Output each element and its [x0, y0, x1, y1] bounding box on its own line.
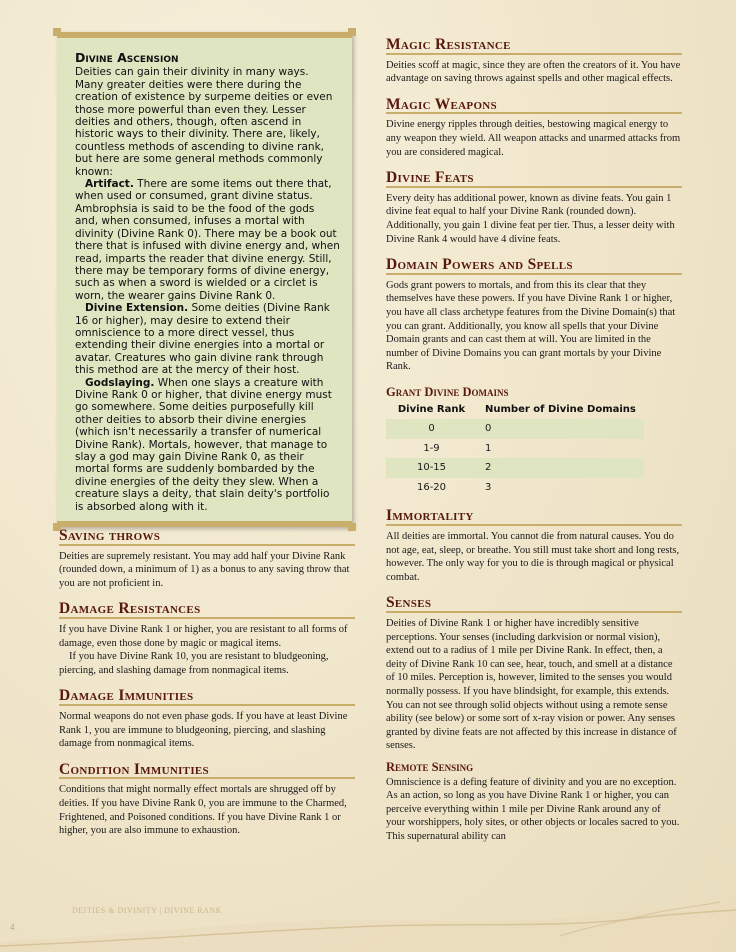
domain-powers-text: Gods grant powers to mortals, and from this its clear that they themselves have these powers. If you have Divine Rank 1 or higher, you have all class archetype features from the Divine Domain(s) that you can grant. Additionally, you know all spells that your Divine Domain grants and can cast them at will. You are limited in the number of Divine Domains you can grant mortals by your Divine Rank.: [386, 279, 676, 373]
heading-condition-immunities: Condition Immunities: [59, 763, 355, 780]
table-cell: 2: [477, 458, 644, 478]
sidebar-item-godslaying: [75, 377, 340, 513]
table-cell: 10-15: [386, 458, 477, 478]
heading-magic-weapons: Magic Weapons: [386, 98, 682, 115]
grant-domains-table: [386, 401, 644, 497]
sidebar-item-divine-extension: [75, 302, 340, 376]
item-name: Godslaying.: [85, 376, 155, 389]
heading-domain-powers: Domain Powers and Spells: [386, 258, 682, 275]
item-text: There are some items out there that, when used or consumed, grant divine status. Ambrophsia is said to be the food of the gods and, when consumed, infuses a mortal with divinity (Divine Rank 0). There may be a book out there that is infused with divine energy and, when read, imparts the reader that divine energy. Still, there may be temporary forms of divine energy, such as when a sword is wielded or a circlet is worn, the wearer gains Divine Rank 0.: [75, 178, 340, 302]
table-header-row: [386, 401, 644, 419]
table-row: [386, 419, 644, 439]
table-cell: 0: [477, 419, 644, 439]
item-name: Divine Extension.: [85, 302, 189, 315]
left-column: [59, 529, 355, 838]
divine-feats-text: Every deity has additional power, known as divine feats. You gain 1 divine feat equal to half your Divine Rank (rounded down). Additionally, you gain 1 divine feat per tier. Thus, a lesser deity with Divine Rank 4 would have 4 divine feats.: [386, 192, 675, 245]
magic-resistance-text: Deities scoff at magic, since they are often the creators of it. You have advantage on saving throws against spells and other magical effects.: [386, 59, 681, 85]
table-cell: 1-9: [423, 442, 440, 454]
heading-saving-throws: Saving throws: [59, 529, 355, 546]
heading-damage-immunities: Damage Immunities: [59, 689, 355, 706]
table-row: [386, 478, 644, 498]
heading-immortality: Immortality: [386, 509, 682, 526]
item-text: Some deities (Divine Rank 16 or higher), may desire to extend their omniscience to a more direct vessel, thus extending their divine energies into a mortal or avatar. Creatures who gain divine rank through this method are at the mercy of their host.: [75, 302, 330, 377]
sidebar-title: Divine Ascension: [75, 50, 179, 65]
condition-immunities-text: Conditions that might normally effect mortals are shrugged off by deities. If you have Divine Rank 0, you are immune to the Charmed, Frightened, and Poisoned conditions. If you have Divine Rank 1 or higher, you are also immune to exhaustion.: [59, 784, 347, 837]
item-text: When one slays a creature with Divine Rank 0 or higher, that divine energy must go somewhere. Some deities purposefully kill other deities to absorb their divine energies (which isn't necessarily a transfer of numerical Divine Rank). Mortals, however, that manage to slay a god may gain Divine Rank 0, as their mortal forms are suddenly bombarded by the divine energies of the deity they slew. When a creature slays a deity, that slain deity's portfolio is absorbed along with it.: [75, 376, 332, 513]
heading-divine-feats: Divine Feats: [386, 171, 682, 188]
sidebar-item-artifact: [75, 178, 340, 302]
footer-ornament: [0, 896, 736, 952]
saving-throws-text: Deities are supremely resistant. You may add half your Divine Rank (rounded down, a minimum of 1) as a bonus to any saving throw that you are not proficient in.: [59, 550, 350, 589]
remote-sensing-text: Omniscience is a defing feature of divinity and you are no exception. As an action, so long as you have Divine Rank 1 or higher, you can perceive everything within 1 mile per Divine Rank around any of your worshippers, holy sites, or other objects or locales sacred to you. This supernatural ability can: [386, 776, 680, 842]
table-cell: 1: [485, 442, 492, 454]
table-cell: 16-20: [416, 481, 447, 493]
item-name: Artifact.: [85, 178, 134, 191]
sidebar-intro: Deities can gain their divinity in many ways. Many greater deities were there during the creation of existence by surpeme deities or even those more powerful than even they. Lesser deities and others, though, often ascend in historic ways to their divinity. There are, likely, countless methods of ascending to divine rank, but here are some general methods commonly known:: [75, 66, 333, 178]
table-title: Grant Divine Domains: [386, 384, 509, 399]
sidebar-note: [57, 32, 352, 527]
heading-senses: Senses: [386, 596, 682, 613]
damage-resistances-text: If you have Divine Rank 1 or higher, you are resistant to all forms of damage, even those done by magic or magical items.: [59, 623, 348, 649]
corner-ornament: [53, 28, 61, 36]
running-footer: DEITIES & DIVINITY | DIVINE RANK: [72, 906, 222, 915]
senses-text: Deities of Divine Rank 1 or higher have incredibly sensitive perceptions. Your senses (including darkvision or normal vision), extend out to a radius of 1 mile per Divine Rank. In effect, then, a deity of Divine Rank 10 can see, hear, touch, and smell at a distance of 10 miles. Perception is, however, limited to the senses you would normally possess. If you have blindsight, for example, this extends. You can not see through solid objects without using a remote sense ability (see below) or some sort of x-ray vision or power. Any senses granted by divine feats are not affected by this increase in distance of senses.: [386, 618, 677, 752]
heading-damage-resistances: Damage Resistances: [59, 602, 355, 619]
right-column: [386, 38, 682, 844]
table-cell: 3: [485, 481, 492, 493]
damage-resistances-text-2: If you have Divine Rank 10, you are resistant to bludgeoning, piercing, and slashing damage from nonmagical items.: [59, 651, 329, 676]
table-cell: 0: [386, 419, 477, 439]
immortality-text: All deities are immortal. You cannot die from natural causes. You do not age, eat, sleep, or breathe. You still must take short and long rests, however. The only way for you to die is through magical or physical combat.: [386, 531, 680, 583]
table-row: [386, 458, 644, 478]
page-number: 4: [10, 922, 15, 932]
corner-ornament: [348, 28, 356, 36]
table-header: Divine Rank: [397, 404, 466, 416]
table-header: Number of Divine Domains: [485, 404, 636, 416]
table-row: [386, 439, 644, 459]
magic-weapons-text: Divine energy ripples through deities, bestowing magical energy to any weapon they wield. All weapon attacks and unarmed attacks from you are considered magical.: [386, 119, 681, 158]
heading-magic-resistance: Magic Resistance: [386, 38, 682, 55]
damage-immunities-text: Normal weapons do not even phase gods. If you have at least Divine Rank 1, you are immune to bludgeoning, piercing, and slashing damage from nonmagical items.: [59, 710, 348, 750]
heading-remote-sensing: Remote Sensing: [386, 759, 474, 774]
